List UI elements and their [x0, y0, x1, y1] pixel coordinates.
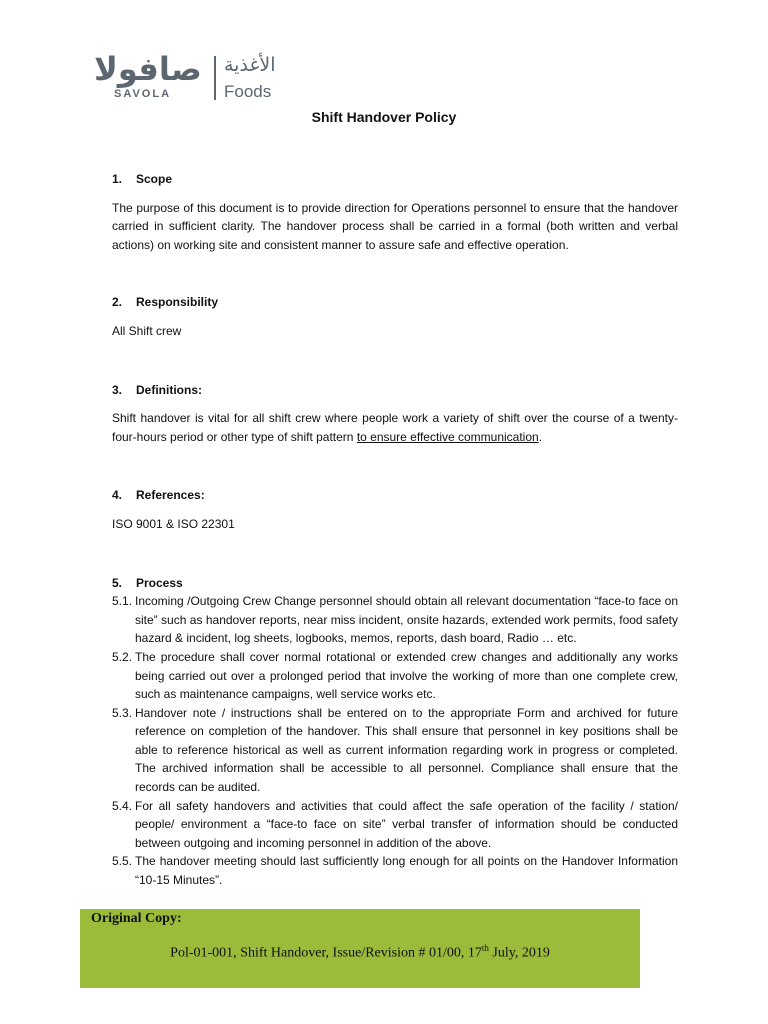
- list-item: 5.2. The procedure shall cover normal rotational or extended crew changes and additionally any works being carried out over a prolonged period that involve the working of more than one complete crew, such as maintenance campaigns, well service works etc.: [112, 649, 678, 702]
- section-heading-references: 4. References:: [112, 488, 205, 503]
- logo-english-brand: SAVOLA: [114, 88, 172, 100]
- definitions-underlined: to ensure effective communication: [356, 429, 539, 444]
- process-list: [112, 592, 678, 890]
- list-item: 5.5. The handover meeting should last sufficiently long enough for all points on the Handover Information “10-15 Minutes”.: [112, 854, 678, 888]
- logo-arabic-foods: الأغذية: [224, 54, 276, 76]
- section-body-responsibility: All Shift crew: [112, 323, 182, 338]
- section-body-references: ISO 9001 & ISO 22301: [112, 516, 235, 531]
- list-item: 5.4. For all safety handovers and activities that could affect the safe operation of the facility / station/ people/ environment a “face-to face on site” verbal transfer of information should be conducted between outgoing and incoming personnel in addition of the above.: [112, 798, 678, 850]
- section-heading-scope: 1. Scope: [112, 172, 173, 186]
- logo-english-foods: Foods: [224, 82, 272, 101]
- footer-document-reference: Pol-01-001, Shift Handover, Issue/Revision # 01/00, 17th July, 2019: [170, 943, 550, 961]
- section-heading-process: 5. Process: [112, 575, 183, 590]
- logo-arabic-brand: صافولا: [94, 50, 202, 88]
- savola-foods-logo: [94, 52, 294, 104]
- section-body-definitions: Shift handover is vital for all shift crew where people work a variety of shift over the course of a twenty-four-hours period or other type of shift pattern to ensure effective communication.: [112, 411, 678, 444]
- logo-divider: [214, 56, 216, 100]
- document-body: [112, 170, 678, 890]
- footer-label: Original Copy:: [91, 911, 182, 926]
- footer-box: [80, 909, 640, 988]
- section-body-scope: The purpose of this document is to provide direction for Operations personnel to ensure that the handover carried in sufficient clarity. The handover process shall be carried in a formal (both written and verbal actions) on working site and consistent manner to assure safe and effective operation.: [112, 200, 678, 252]
- list-item: 5.1. Incoming /Outgoing Crew Change personnel should obtain all relevant documentation “face-to face on site” such as handover reports, near miss incident, onsite hazards, extended work permits, food safety hazard & incident, log sheets, logbooks, memos, reports, dash board, Radio … etc.: [112, 594, 678, 646]
- section-heading-responsibility: 2. Responsibility: [112, 295, 219, 310]
- page-title: Shift Handover Policy: [311, 109, 457, 125]
- section-heading-definitions: 3. Definitions:: [112, 382, 202, 397]
- list-item: 5.3. Handover note / instructions shall be entered on to the appropriate Form and archived for future reference on completion of the handover. This shall ensure that personnel in key positions shall be able to reference historical as well as current information regarding work in progress or completed. The archived information shall be accessible to all personnel. Compliance shall ensure that the records can be audited.: [112, 705, 678, 795]
